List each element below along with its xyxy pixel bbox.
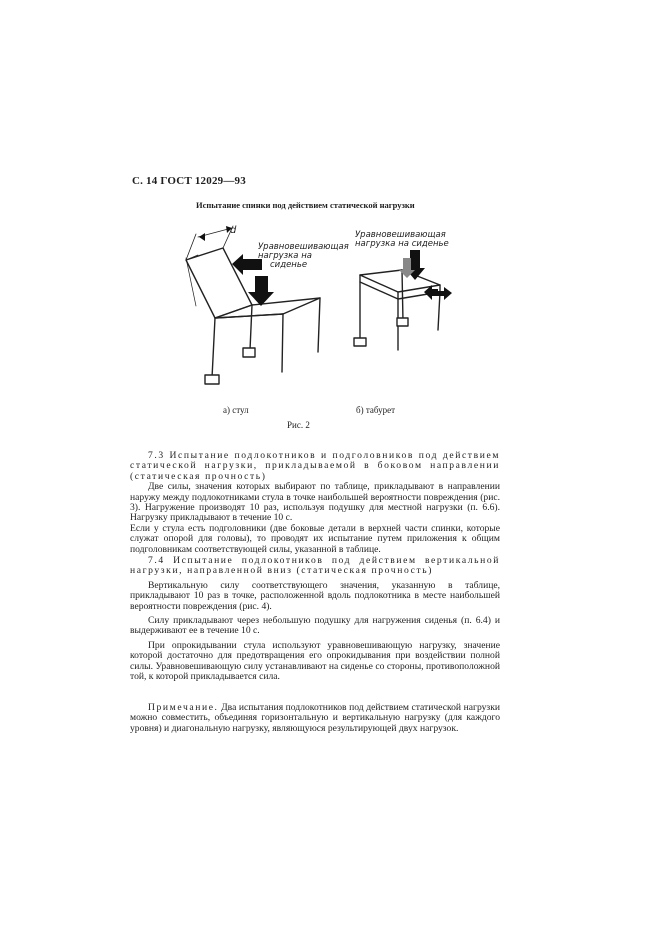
note-text: Два испытания подлокотников под действием статической нагрузки можно совместить, объединяя горизонтальную и вертикальную нагрузку (для каждого уровня) и диагональную нагрузку, являющуюся результирующей двух нагрузок. xyxy=(130,702,501,734)
section-7-3-paragraph-2: Если у стула есть подголовники (две боковые детали в верхней части спинки, которые служат опорой для головы), то проводят их испытание путем приложения к общим подголовникам соответствующей силы, указанной в таблице. xyxy=(130,522,500,555)
note-label: Примечание. xyxy=(148,702,219,713)
dimension-label: d xyxy=(230,225,237,236)
note xyxy=(130,703,500,734)
chair-annotation-line-3: сиденье xyxy=(270,260,308,270)
chair-annotation xyxy=(258,243,349,270)
section-7-4 xyxy=(130,556,500,682)
note-paragraph xyxy=(130,703,500,734)
caption-stool: б) табурет xyxy=(356,405,396,415)
figure-drawing xyxy=(0,0,661,430)
stool-drawing xyxy=(360,270,440,350)
figure-caption: Рис. 2 xyxy=(287,420,310,430)
section-7-4-paragraph-1: Вертикальную силу соответствующего значения, указанную в таблице, прикладывают 10 раз в точке, расположенной вдоль подлокотника в месте наибольшей вероятности повреждения (рис. 4). xyxy=(130,579,500,612)
figure-title-text: Испытание спинки под действием статической нагрузки xyxy=(196,200,415,210)
stool-annotation-line-2: нагрузка на сиденье xyxy=(355,239,449,249)
section-7-4-paragraph-2: Силу прикладывают через небольшую подушку для нагружения сиденья (п. 6.4) и выдерживают ее в течение 10 с. xyxy=(130,615,500,637)
stool-annotation-line-1: Уравновешивающая xyxy=(355,230,446,240)
caption-chair: а) стул xyxy=(223,405,249,415)
section-7-3 xyxy=(130,451,500,555)
chair-annotation-line-1: Уравновешивающая xyxy=(258,242,349,252)
section-7-4-heading: 7.4 Испытание подлокотников под действием вертикальной нагрузки, направленной вниз (статическая прочность) xyxy=(130,555,500,577)
stool-annotation xyxy=(355,231,449,249)
chair-annotation-line-2: нагрузка на xyxy=(258,251,312,261)
page-header: С. 14 ГОСТ 12029—93 xyxy=(132,175,246,187)
section-7-3-paragraph-1: Две силы, значения которых выбирают по таблице, прикладывают в направлении наружу между подлокотниками стула в точке наибольшей вероятности повреждения (рис. 3). Нагружение производят 10 раз, используя подушку для местной нагрузки (п. 6.6). Нагрузку прикладывают в течение 10 с. xyxy=(130,481,500,524)
section-7-3-heading: 7.3 Испытание подлокотников и подголовников под действием статической нагрузки, прикладываемой в боковом направлении (статическая прочность) xyxy=(130,450,500,482)
section-7-4-paragraph-3: При опрокидывании стула используют уравновешивающую нагрузку, значение которой достаточно для предотвращения его опрокидывания при воздействии полной силы. Уравновешивающую силу устанавливают на сиденье со стороны, противоположной той, к которой прикладывается сила. xyxy=(130,639,500,683)
